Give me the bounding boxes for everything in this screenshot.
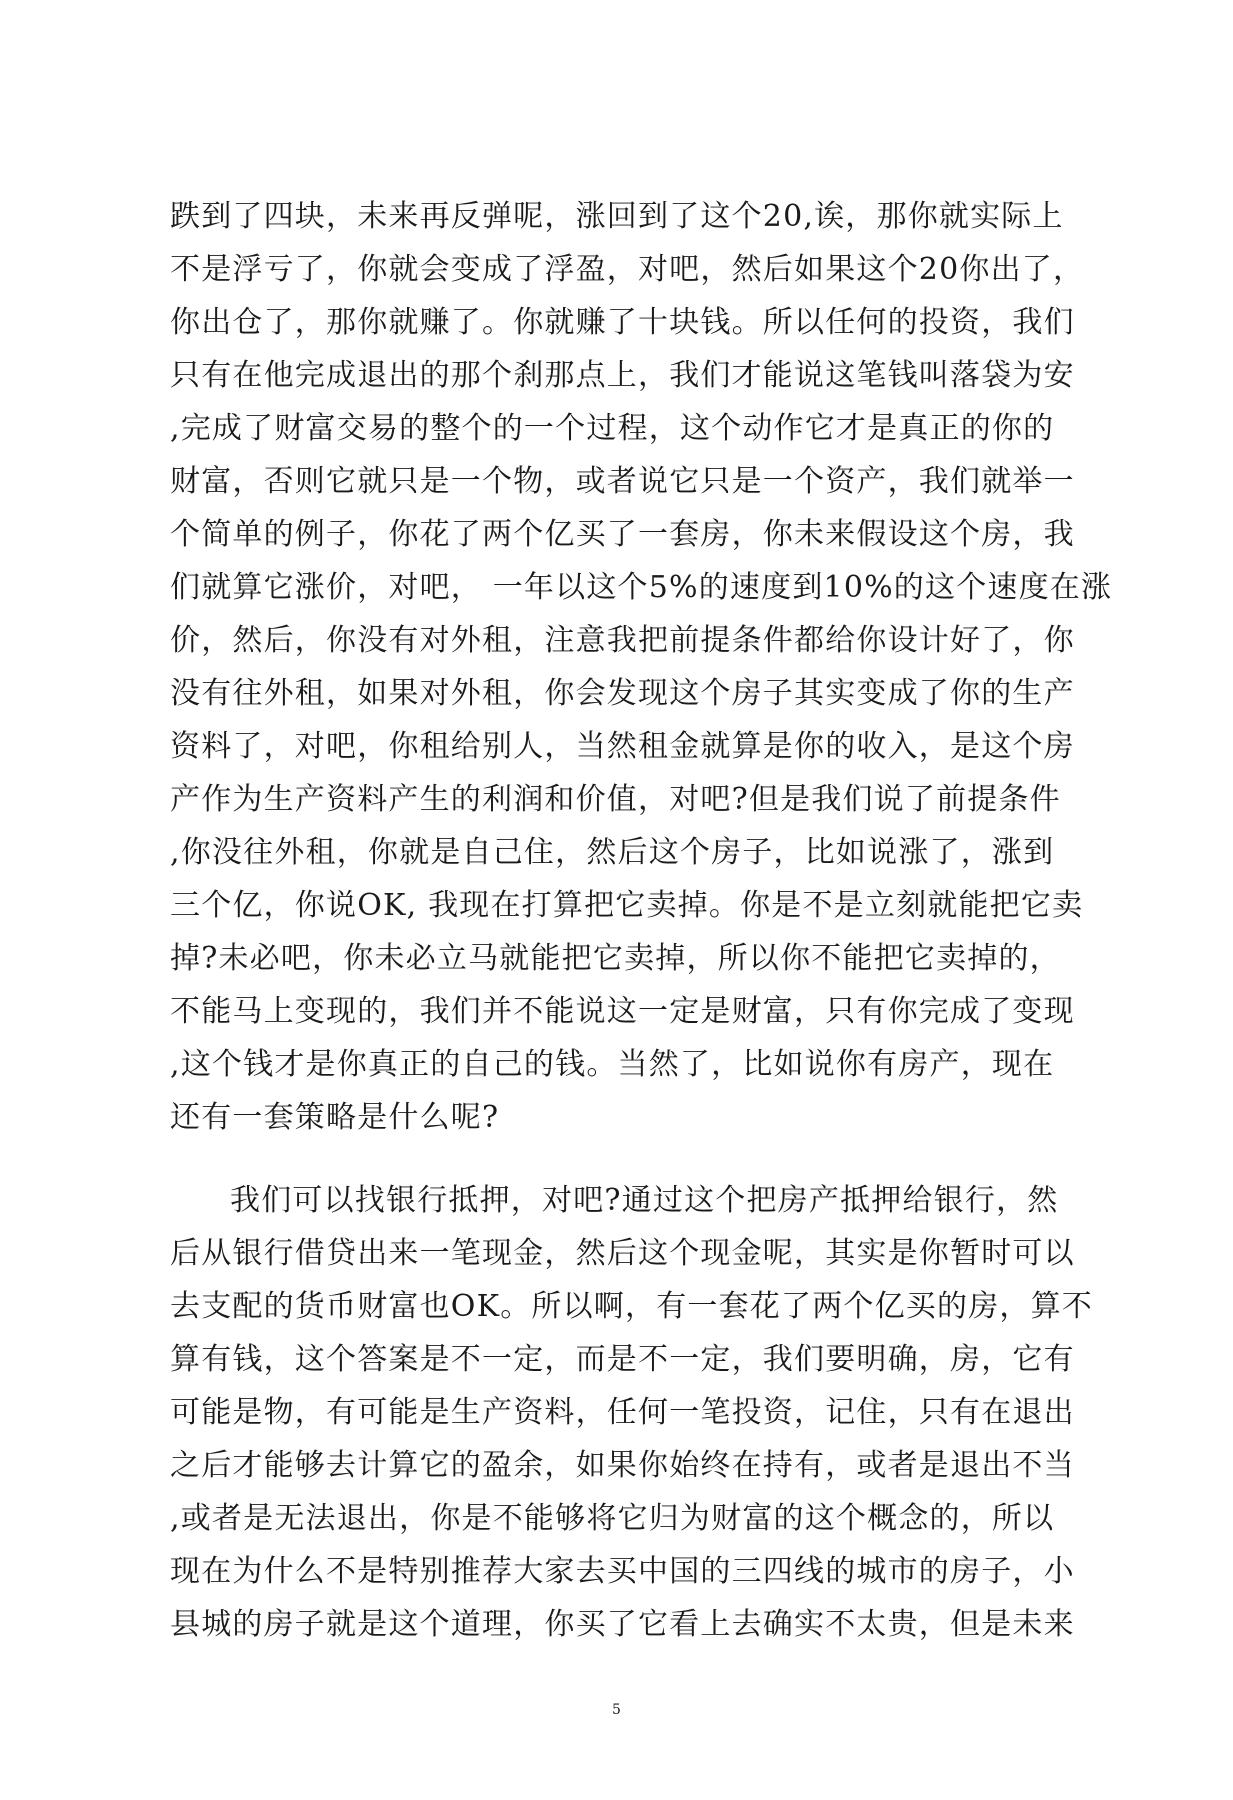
text-line: 县城的房子就是这个道理，你买了它看上去确实不太贵，但是未来 bbox=[170, 1607, 1075, 1642]
text-line: 价，然后，你没有对外租，注意我把前提条件都给你设计好了，你 bbox=[170, 623, 1075, 658]
text-line: 们就算它涨价，对吧， 一年以这个5%的速度到10%的这个速度在涨 bbox=[170, 570, 1113, 605]
text-line: 财富，否则它就只是一个物，或者说它只是一个资产，我们就举一 bbox=[170, 464, 1075, 499]
page-number: 5 bbox=[612, 1702, 621, 1718]
body-text bbox=[170, 190, 1113, 1651]
text-line: 还有一套策略是什么呢? bbox=[170, 1100, 500, 1135]
text-line: 个简单的例子，你花了两个亿买了一套房，你未来假设这个房，我 bbox=[170, 517, 1075, 552]
text-line: 只有在他完成退出的那个刹那点上，我们才能说这笔钱叫落袋为安 bbox=[170, 358, 1075, 393]
text-line: 你出仓了，那你就赚了。你就赚了十块钱。所以任何的投资，我们 bbox=[170, 305, 1075, 340]
text-line: ,完成了财富交易的整个的一个过程，这个动作它才是真正的你的 bbox=[170, 411, 1055, 446]
text-line: 三个亿，你说OK, 我现在打算把它卖掉。你是不是立刻就能把它卖 bbox=[170, 888, 1084, 923]
text-line: 去支配的货币财富也OK。所以啊，有一套花了两个亿买的房，算不 bbox=[170, 1289, 1094, 1324]
paragraph-2 bbox=[170, 1174, 1094, 1651]
text-line: 不是浮亏了，你就会变成了浮盈，对吧，然后如果这个20你出了， bbox=[170, 252, 1085, 287]
text-line: 跌到了四块，未来再反弹呢，涨回到了这个20,诶，那你就实际上 bbox=[170, 199, 1064, 234]
text-line: 我们可以找银行抵押，对吧?通过这个把房产抵押给银行，然 bbox=[230, 1183, 1059, 1218]
text-line: 算有钱，这个答案是不一定，而是不一定，我们要明确，房，它有 bbox=[170, 1342, 1075, 1377]
text-line: ,或者是无法退出，你是不能够将它归为财富的这个概念的，所以 bbox=[170, 1501, 1055, 1536]
paragraph-spacer bbox=[170, 1144, 1030, 1174]
paragraph-1 bbox=[170, 190, 1113, 1144]
text-line: 之后才能够去计算它的盈余，如果你始终在持有，或者是退出不当 bbox=[170, 1448, 1075, 1483]
text-line: ,这个钱才是你真正的自己的钱。当然了，比如说你有房产，现在 bbox=[170, 1047, 1055, 1082]
text-line: 现在为什么不是特别推荐大家去买中国的三四线的城市的房子，小 bbox=[170, 1554, 1075, 1589]
text-line: 不能马上变现的，我们并不能说这一定是财富，只有你完成了变现 bbox=[170, 994, 1075, 1029]
text-line: 没有往外租，如果对外租，你会发现这个房子其实变成了你的生产 bbox=[170, 676, 1075, 711]
text-line: ,你没往外租，你就是自己住，然后这个房子，比如说涨了，涨到 bbox=[170, 835, 1055, 870]
text-line: 可能是物，有可能是生产资料，任何一笔投资，记住，只有在退出 bbox=[170, 1395, 1075, 1430]
text-line: 产作为生产资料产生的利润和价值，对吧?但是我们说了前提条件 bbox=[170, 782, 1061, 817]
text-line: 资料了，对吧，你租给别人，当然租金就算是你的收入，是这个房 bbox=[170, 729, 1075, 764]
text-line: 掉?未必吧，你未必立马就能把它卖掉，所以你不能把它卖掉的， bbox=[170, 941, 1061, 976]
text-line: 后从银行借贷出来一笔现金，然后这个现金呢，其实是你暂时可以 bbox=[170, 1236, 1075, 1271]
